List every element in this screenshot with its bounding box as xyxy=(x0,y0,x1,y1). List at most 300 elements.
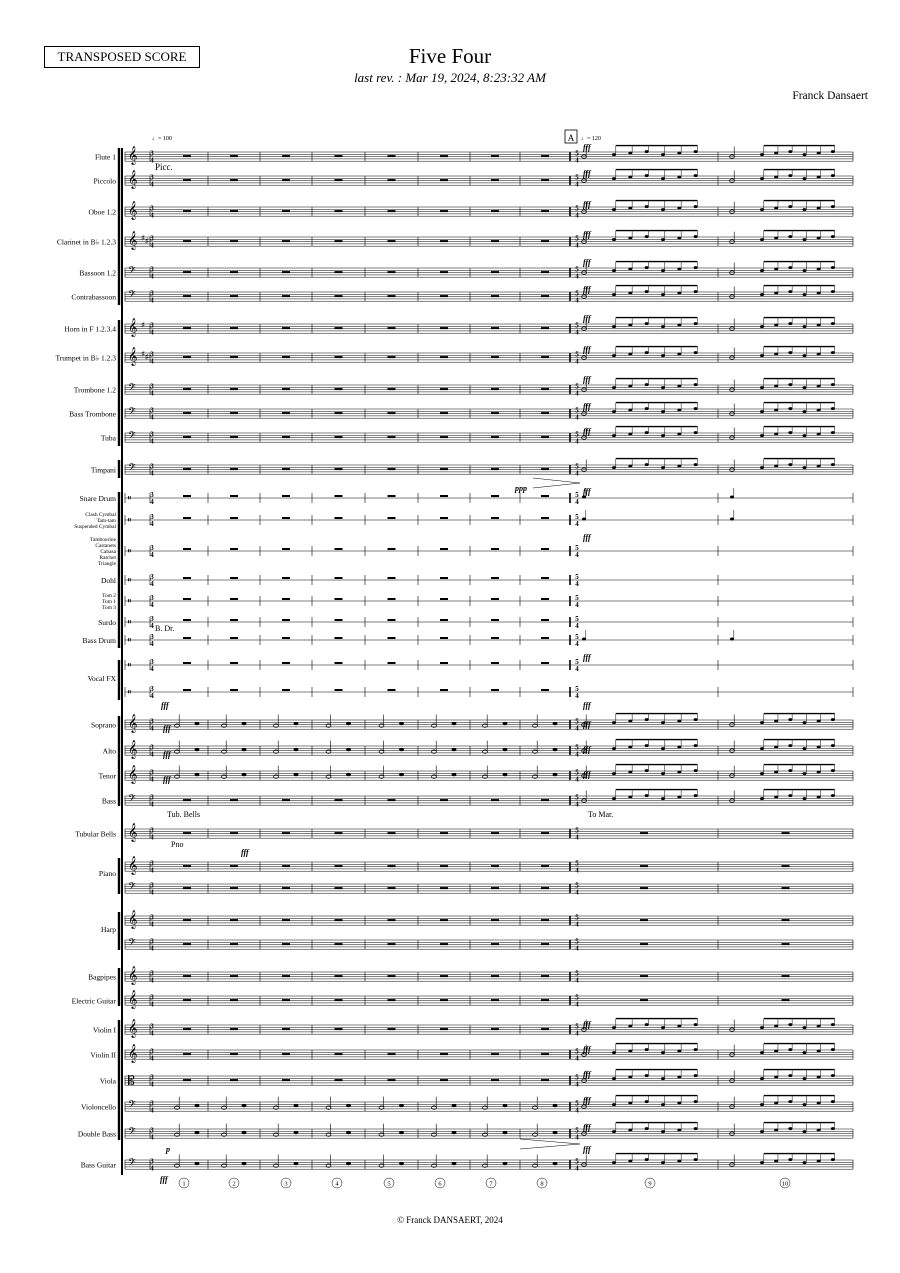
whole-rest xyxy=(440,619,448,621)
notehead xyxy=(294,1131,299,1134)
crescendo-hairpin xyxy=(533,478,580,488)
notehead xyxy=(760,269,764,272)
whole-rest xyxy=(388,1028,396,1030)
time-sig-den: 4 xyxy=(150,665,154,673)
notehead xyxy=(242,1131,247,1134)
time-sig-den: 4 xyxy=(150,692,154,700)
time-sig-den: 4 xyxy=(575,1029,579,1038)
time-sig-num: 3 xyxy=(150,289,154,298)
dynamic-fff: fff xyxy=(160,1175,168,1184)
time-sig-den: 4 xyxy=(150,750,154,759)
whole-rest xyxy=(541,436,549,438)
time-sig-den: 4 xyxy=(150,833,154,842)
notehead xyxy=(774,465,778,468)
time-sig-den: 4 xyxy=(575,976,579,985)
dynamic-fff: fff xyxy=(583,770,591,779)
notehead xyxy=(628,720,632,723)
time-sig-den: 4 xyxy=(575,601,579,609)
sharp-icon: ♯ xyxy=(141,234,145,242)
time-sig-num: 3 xyxy=(150,793,154,802)
clef-icon: 𝄢 xyxy=(128,381,136,396)
whole-rest xyxy=(230,1053,238,1055)
time-sig-num: 5 xyxy=(575,881,579,890)
whole-rest xyxy=(440,832,448,834)
notehead xyxy=(788,1048,792,1051)
whole-rest xyxy=(183,295,191,297)
dynamic-fff: fff xyxy=(583,653,591,662)
dynamic-fff: fff xyxy=(583,1096,591,1105)
dynamic-fff: fff xyxy=(241,848,249,857)
dynamic-fff: fff xyxy=(583,169,591,178)
staff-0 xyxy=(125,146,853,162)
instrument-label: Suspended Cymbal xyxy=(74,524,116,530)
notehead xyxy=(694,1158,698,1161)
whole-rest xyxy=(335,689,343,691)
notehead xyxy=(612,238,616,241)
whole-rest xyxy=(335,865,343,867)
clef-icon: 𝄞 xyxy=(128,169,138,189)
whole-rest xyxy=(541,468,549,470)
notehead xyxy=(628,746,632,749)
whole-rest xyxy=(230,356,238,358)
instrument-label: Tenor xyxy=(98,771,116,781)
time-sig-num: 5 xyxy=(575,717,579,726)
whole-rest xyxy=(541,412,549,414)
whole-rest xyxy=(440,1028,448,1030)
notehead xyxy=(645,1048,649,1051)
time-sig-num: 5 xyxy=(575,993,579,1002)
notehead xyxy=(803,1130,807,1133)
whole-rest xyxy=(541,388,549,390)
time-sig-den: 4 xyxy=(575,665,579,673)
clef-icon: 𝄞 xyxy=(128,822,138,842)
notehead xyxy=(817,292,821,295)
time-sig-num: 5 xyxy=(575,462,579,471)
whole-rest xyxy=(541,943,549,945)
notehead xyxy=(694,1074,698,1077)
whole-rest xyxy=(388,999,396,1001)
notehead xyxy=(677,746,681,749)
whole-rest xyxy=(282,468,290,470)
time-sig-den: 4 xyxy=(575,920,579,929)
notehead xyxy=(760,466,764,469)
notehead xyxy=(774,152,778,155)
instrument-label: Violin I xyxy=(92,1025,116,1035)
staff-23 xyxy=(125,765,853,781)
notehead xyxy=(399,1162,404,1165)
whole-rest xyxy=(388,412,396,414)
notehead xyxy=(628,237,632,240)
whole-rest xyxy=(282,155,290,157)
time-sig-den: 4 xyxy=(575,640,579,648)
instrument-label: Triangle xyxy=(97,561,116,567)
whole-rest xyxy=(230,240,238,242)
time-sig-num: 5 xyxy=(575,1157,579,1166)
clef-icon: 𝄥 xyxy=(128,661,131,671)
notehead xyxy=(831,235,835,238)
whole-rest xyxy=(388,577,396,579)
notehead xyxy=(612,177,616,180)
notehead xyxy=(831,1100,835,1103)
instrument-label: Tam-tam xyxy=(96,518,116,524)
notehead xyxy=(661,747,665,750)
whole-rest xyxy=(440,1079,448,1081)
whole-rest xyxy=(640,865,648,867)
whole-rest xyxy=(388,155,396,157)
notehead xyxy=(694,174,698,177)
composer-name: Franck Dansaert xyxy=(792,90,868,102)
clef-icon: 𝄢 xyxy=(128,288,136,303)
time-sig-num: 5 xyxy=(575,768,579,777)
notehead xyxy=(831,351,835,354)
notehead xyxy=(612,772,616,775)
whole-rest xyxy=(388,495,396,497)
whole-rest xyxy=(440,210,448,212)
whole-rest xyxy=(230,919,238,921)
time-sig-num: 5 xyxy=(575,350,579,359)
instrument-label: Tom 1 xyxy=(102,599,116,605)
notehead xyxy=(803,208,807,211)
notehead xyxy=(677,465,681,468)
revision-subtitle: last rev. : Mar 19, 2024, 8:23:32 AM xyxy=(354,70,546,85)
notehead xyxy=(661,354,665,357)
notehead xyxy=(831,1127,835,1130)
whole-rest xyxy=(541,179,549,181)
clef-icon: 𝄢 xyxy=(128,1125,136,1140)
notehead xyxy=(195,1104,200,1107)
notehead xyxy=(817,1050,821,1053)
whole-rest xyxy=(230,388,238,390)
whole-rest xyxy=(491,919,499,921)
time-sig-num: 3 xyxy=(150,321,154,330)
notehead xyxy=(399,773,404,776)
whole-rest xyxy=(440,689,448,691)
whole-rest xyxy=(282,295,290,297)
whole-rest xyxy=(388,662,396,664)
vocal-fx-label: Vocal FX xyxy=(87,674,116,683)
staff-31 xyxy=(125,993,853,1005)
sharp-icon: ♯ xyxy=(141,321,145,329)
time-sig-den: 4 xyxy=(150,580,154,588)
dynamic-fff: fff xyxy=(583,143,591,152)
time-sig-num: 3 xyxy=(150,204,154,213)
whole-rest xyxy=(230,412,238,414)
notehead xyxy=(612,1026,616,1029)
staff-7 xyxy=(125,347,853,363)
dynamic-fff: fff xyxy=(583,1020,591,1029)
whole-rest xyxy=(335,999,343,1001)
measure-number: 9 xyxy=(648,1180,652,1188)
time-sig-num: 3 xyxy=(150,382,154,391)
whole-rest xyxy=(440,975,448,977)
whole-rest xyxy=(230,436,238,438)
crescendo-hairpin xyxy=(520,1139,580,1149)
notehead xyxy=(831,322,835,325)
whole-rest xyxy=(782,999,790,1001)
notehead xyxy=(730,496,734,499)
clef-icon: 𝄢 xyxy=(128,264,136,279)
time-sig-den: 4 xyxy=(150,241,154,250)
whole-rest xyxy=(440,865,448,867)
notehead xyxy=(242,1162,247,1165)
notehead xyxy=(694,383,698,386)
whole-rest xyxy=(335,155,343,157)
time-sig-num: 3 xyxy=(150,633,154,641)
notehead xyxy=(452,1162,457,1165)
whole-rest xyxy=(440,327,448,329)
whole-rest xyxy=(335,637,343,639)
whole-rest xyxy=(541,689,549,691)
notehead xyxy=(730,518,734,521)
whole-rest xyxy=(491,689,499,691)
whole-rest xyxy=(183,327,191,329)
staff-18 xyxy=(125,630,853,645)
instrument-label: Contrabassoon xyxy=(71,292,116,302)
notehead xyxy=(645,351,649,354)
whole-rest xyxy=(335,271,343,273)
notehead xyxy=(760,177,764,180)
notehead xyxy=(817,1129,821,1132)
whole-rest xyxy=(282,436,290,438)
time-sig-num: 5 xyxy=(575,544,579,552)
whole-rest xyxy=(440,598,448,600)
time-sig-num: 3 xyxy=(150,1022,154,1031)
whole-rest xyxy=(491,327,499,329)
whole-rest xyxy=(335,356,343,358)
time-sig-num: 5 xyxy=(575,937,579,946)
notehead xyxy=(803,747,807,750)
time-sig-den: 4 xyxy=(575,357,579,366)
notehead xyxy=(661,410,665,413)
notehead xyxy=(661,466,665,469)
notehead xyxy=(612,1103,616,1106)
whole-rest xyxy=(183,356,191,358)
whole-rest xyxy=(541,662,549,664)
time-sig-den: 4 xyxy=(575,692,579,700)
notehead xyxy=(628,796,632,799)
notehead xyxy=(788,351,792,354)
whole-rest xyxy=(282,240,290,242)
notehead xyxy=(831,1023,835,1026)
staff-16 xyxy=(125,596,853,606)
dynamic-ppp: ppp xyxy=(515,484,527,493)
notehead xyxy=(774,720,778,723)
notehead xyxy=(645,794,649,797)
notehead xyxy=(294,722,299,725)
whole-rest xyxy=(282,1028,290,1030)
notehead xyxy=(661,325,665,328)
measure-number: 2 xyxy=(232,1180,236,1188)
notehead xyxy=(803,354,807,357)
notehead xyxy=(503,748,508,751)
notehead xyxy=(774,1050,778,1053)
time-sig-num: 5 xyxy=(575,1126,579,1135)
whole-rest xyxy=(183,577,191,579)
notehead xyxy=(645,383,649,386)
notehead xyxy=(788,150,792,153)
time-sig-num: 5 xyxy=(575,1047,579,1056)
whole-rest xyxy=(335,1053,343,1055)
notehead xyxy=(612,1161,616,1164)
dynamic-fff: fff xyxy=(583,375,591,384)
notehead xyxy=(817,176,821,179)
dynamic-p: p xyxy=(166,1145,170,1154)
time-sig-den: 4 xyxy=(150,640,154,648)
whole-rest xyxy=(335,548,343,550)
notehead xyxy=(788,718,792,721)
whole-rest xyxy=(388,832,396,834)
notehead xyxy=(760,1161,764,1164)
notehead xyxy=(831,794,835,797)
whole-rest xyxy=(388,1079,396,1081)
notehead xyxy=(760,1130,764,1133)
clef-icon: 𝄢 xyxy=(128,405,136,420)
notehead xyxy=(774,796,778,799)
whole-rest xyxy=(440,240,448,242)
notehead xyxy=(661,1077,665,1080)
instrument-label: Bagpipes xyxy=(88,972,116,982)
time-sig-num: 3 xyxy=(150,685,154,693)
notehead xyxy=(774,353,778,356)
notehead xyxy=(694,205,698,208)
time-sig-den: 4 xyxy=(575,580,579,588)
notehead xyxy=(694,1023,698,1026)
notehead xyxy=(553,748,558,751)
notehead xyxy=(628,292,632,295)
whole-rest xyxy=(183,240,191,242)
notehead xyxy=(760,721,764,724)
whole-rest xyxy=(230,548,238,550)
time-sig-num: 3 xyxy=(150,615,154,623)
whole-rest xyxy=(230,975,238,977)
whole-rest xyxy=(440,436,448,438)
time-sig-den: 4 xyxy=(575,156,579,165)
clef-icon: 𝄥 xyxy=(128,576,131,586)
notehead xyxy=(661,208,665,211)
dynamic-fff: fff xyxy=(583,345,591,354)
whole-rest xyxy=(541,865,549,867)
notehead xyxy=(730,638,734,641)
whole-rest xyxy=(183,689,191,691)
notehead xyxy=(760,1026,764,1029)
notehead xyxy=(694,322,698,325)
notehead xyxy=(774,1129,778,1132)
notehead xyxy=(553,722,558,725)
notehead xyxy=(645,205,649,208)
notehead xyxy=(612,354,616,357)
time-sig-num: 5 xyxy=(575,573,579,581)
time-sig-num: 3 xyxy=(150,513,154,521)
whole-rest xyxy=(230,637,238,639)
notehead xyxy=(694,351,698,354)
notehead xyxy=(294,1162,299,1165)
dynamic-fff: fff xyxy=(163,775,171,784)
whole-rest xyxy=(230,155,238,157)
whole-rest xyxy=(282,865,290,867)
whole-rest xyxy=(440,495,448,497)
whole-rest xyxy=(282,388,290,390)
notehead xyxy=(803,386,807,389)
dynamic-fff: fff xyxy=(583,1070,591,1079)
notehead xyxy=(774,324,778,327)
notehead xyxy=(628,324,632,327)
notehead xyxy=(831,769,835,772)
notehead xyxy=(195,722,200,725)
whole-rest xyxy=(782,975,790,977)
whole-rest xyxy=(388,295,396,297)
whole-rest xyxy=(183,598,191,600)
whole-rest xyxy=(491,1053,499,1055)
whole-rest xyxy=(541,598,549,600)
notehead xyxy=(242,773,247,776)
time-sig-den: 4 xyxy=(150,724,154,733)
whole-rest xyxy=(183,1028,191,1030)
time-sig-num: 3 xyxy=(150,594,154,602)
notehead xyxy=(694,431,698,434)
notehead xyxy=(677,207,681,210)
notehead xyxy=(677,152,681,155)
notehead xyxy=(677,1025,681,1028)
clef-icon: 𝄞 xyxy=(128,965,138,985)
time-sig-num: 3 xyxy=(150,149,154,158)
time-sig-num: 3 xyxy=(150,881,154,890)
notehead xyxy=(677,796,681,799)
notehead xyxy=(661,153,665,156)
clef-icon: 𝄞 xyxy=(128,346,138,366)
notehead xyxy=(803,772,807,775)
time-sig-den: 4 xyxy=(575,1080,579,1089)
whole-rest xyxy=(282,662,290,664)
whole-rest xyxy=(282,689,290,691)
notehead xyxy=(645,1127,649,1130)
notehead xyxy=(803,1077,807,1080)
staff-17 xyxy=(125,617,853,627)
notehead xyxy=(817,465,821,468)
notehead xyxy=(628,207,632,210)
time-sig-den: 4 xyxy=(575,180,579,189)
dynamic-fff: fff xyxy=(583,487,591,496)
time-sig-den: 4 xyxy=(150,622,154,630)
instrument-label: Dohl xyxy=(101,576,116,585)
time-sig-den: 4 xyxy=(575,520,579,528)
clef-icon: 𝄞 xyxy=(128,989,138,1009)
notehead xyxy=(661,1161,665,1164)
whole-rest xyxy=(541,887,549,889)
notehead xyxy=(760,1077,764,1080)
notehead xyxy=(760,208,764,211)
clef-icon: 𝄥 xyxy=(128,688,131,698)
whole-rest xyxy=(541,999,549,1001)
whole-rest xyxy=(282,598,290,600)
time-sig-num: 3 xyxy=(150,1126,154,1135)
notehead xyxy=(760,747,764,750)
instrument-label: Horn in F 1.2.3.4 xyxy=(64,324,116,334)
whole-rest xyxy=(541,1079,549,1081)
tub-bells-marking: Tub. Bells xyxy=(167,810,201,819)
notehead xyxy=(582,638,586,641)
notehead xyxy=(195,773,200,776)
notehead xyxy=(694,407,698,410)
staff-3 xyxy=(125,231,853,247)
notehead xyxy=(452,1104,457,1107)
notehead xyxy=(817,1025,821,1028)
whole-rest xyxy=(335,832,343,834)
whole-rest xyxy=(541,295,549,297)
staff-4 xyxy=(125,262,853,278)
notehead xyxy=(788,266,792,269)
notehead xyxy=(661,797,665,800)
notehead xyxy=(661,1026,665,1029)
